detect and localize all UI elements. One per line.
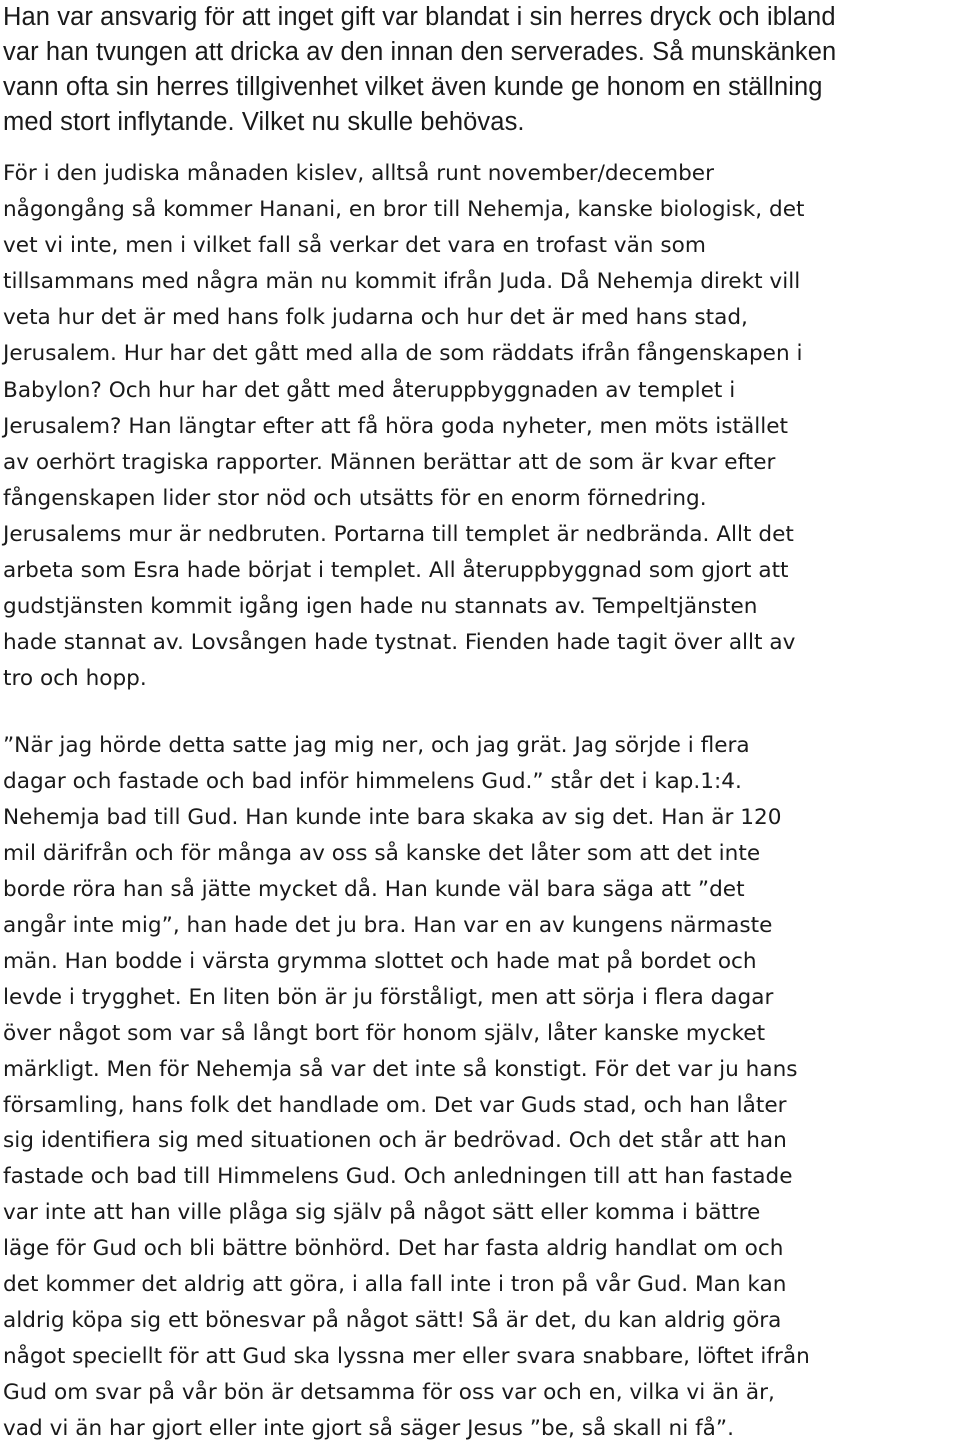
text-line: över något som var så långt bort för honom själv, låter kanske mycket: [3, 1020, 766, 1046]
paragraph-1: [3, 0, 836, 140]
text-line: Nehemja bad till Gud. Han kunde inte bara skaka av sig det. Han är 120: [3, 804, 782, 830]
text-line: män. Han bodde i värsta grymma slottet och hade mat på bordet och: [3, 948, 757, 974]
text-line: vann ofta sin herres tillgivenhet vilket även kunde ge honom en ställning: [3, 73, 823, 101]
text-line: Jerusalems mur är nedbruten. Portarna till templet är nedbrända. Allt det: [3, 521, 794, 547]
text-line: ”När jag hörde detta satte jag mig ner, och jag grät. Jag sörjde i flera: [3, 733, 750, 758]
text-line: För i den judiska månaden kislev, alltså runt november/december: [3, 161, 714, 186]
text-line: hade stannat av. Lovsången hade tystnat. Fienden hade tagit över allt av: [3, 630, 796, 656]
text-line: dagar och fastade och bad inför himmelens Gud.” står det i kap.1:4.: [3, 768, 742, 794]
text-line: borde röra han så jätte mycket då. Han kunde väl bara säga att ”det: [3, 876, 745, 902]
text-line: någongång så kommer Hanani, en bror till Nehemja, kanske biologisk, det: [3, 197, 805, 223]
text-line: läge för Gud och bli bättre bönhörd. Det har fasta aldrig handlat om och: [3, 1236, 784, 1262]
text-line: Han var ansvarig för att inget gift var blandat i sin herres dryck och ibland: [3, 3, 836, 31]
text-line: levde i trygghet. En liten bön är ju förståligt, men att sörja i flera dagar: [3, 984, 774, 1010]
text-line: märkligt. Men för Nehemja så var det inte så konstigt. För det var ju hans: [3, 1056, 798, 1082]
text-line: av oerhört tragiska rapporter. Männen berättar att de som är kvar efter: [3, 449, 776, 475]
text-line: vet vi inte, men i vilket fall så verkar det vara en trofast vän som: [3, 233, 706, 259]
text-line: församling, hans folk det handlade om. Det var Guds stad, och han låter: [3, 1092, 787, 1118]
text-line: Gud om svar på vår bön är detsamma för oss var och en, vilka vi än är,: [3, 1380, 775, 1406]
text-line: Jerusalem? Han längtar efter att få höra goda nyheter, men möts istället: [3, 413, 788, 439]
text-line: var han tvungen att dricka av den innan den serverades. Så munskänken: [3, 38, 837, 66]
text-line: Jerusalem. Hur har det gått med alla de som räddats ifrån fångenskapen i: [3, 341, 803, 367]
paragraph-3: [3, 728, 810, 1447]
text-line: aldrig köpa sig ett bönesvar på något sätt! Så är det, du kan aldrig göra: [3, 1308, 782, 1334]
text-line: var inte att han ville plåga sig själv på något sätt eller komma i bättre: [3, 1200, 761, 1226]
text-line: sig identifiera sig med situationen och är bedrövad. Och det står att han: [3, 1128, 787, 1154]
text-line: fastade och bad till Himmelens Gud. Och anledningen till att han fastade: [3, 1164, 793, 1190]
text-line: mil därifrån och för många av oss så kanske det låter som att det inte: [3, 840, 761, 866]
text-line: något speciellt för att Gud ska lyssna mer eller svara snabbare, löftet ifrån: [3, 1344, 810, 1370]
text-line: arbeta som Esra hade börjat i templet. All återuppbyggnad som gjort att: [3, 558, 789, 584]
text-line: gudstjänsten kommit igång igen hade nu stannats av. Tempeltjänsten: [3, 594, 758, 620]
text-line: fångenskapen lider stor nöd och utsätts för en enorm förnedring.: [3, 485, 707, 511]
text-line: det kommer det aldrig att göra, i alla fall inte i tron på vår Gud. Man kan: [3, 1272, 787, 1298]
text-line: veta hur det är med hans folk judarna och hur det är med hans stad,: [3, 305, 748, 331]
text-line: tillsammans med några män nu kommit ifrån Juda. Då Nehemja direkt vill: [3, 269, 801, 295]
text-line: Babylon? Och hur har det gått med återuppbyggnaden av templet i: [3, 377, 736, 403]
paragraph-2: [3, 156, 805, 697]
text-line: tro och hopp.: [3, 666, 147, 692]
text-line: med stort inflytande. Vilket nu skulle behövas.: [3, 108, 525, 136]
text-line: angår inte mig”, han hade det ju bra. Han var en av kungens närmaste: [3, 912, 773, 938]
text-line: vad vi än har gjort eller inte gjort så säger Jesus ”be, så skall ni få”.: [3, 1416, 734, 1442]
